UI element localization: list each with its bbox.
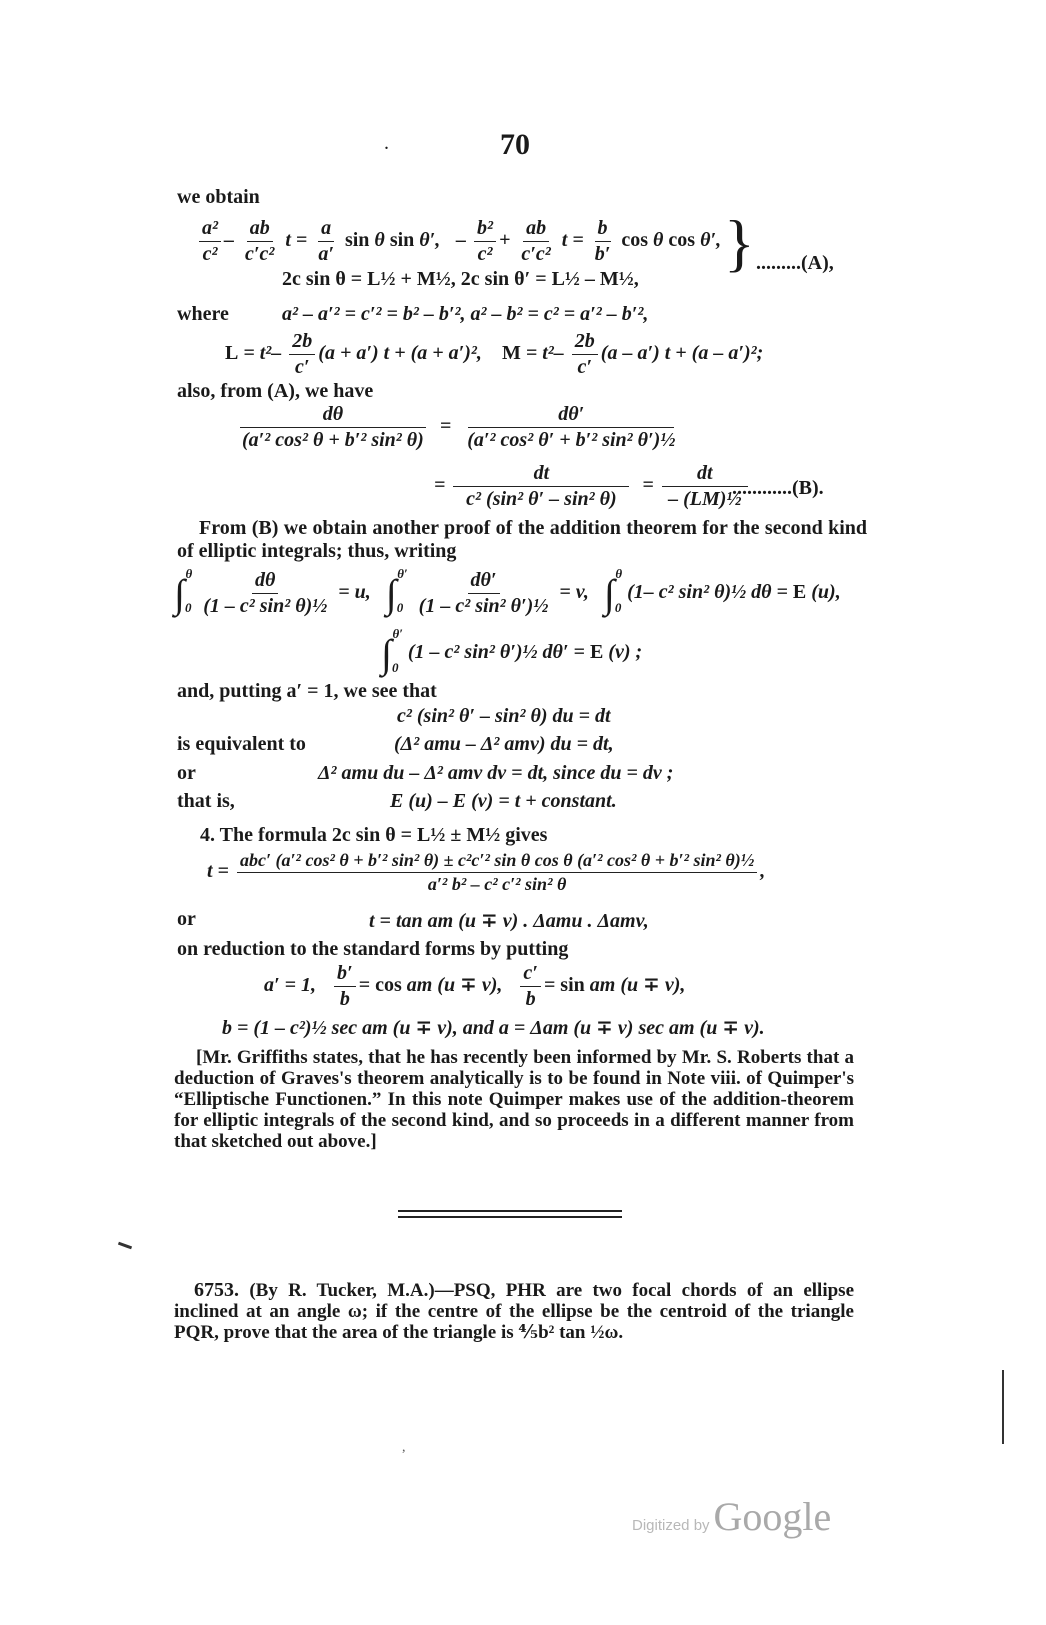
watermark-digitized-by: Digitized by: [632, 1517, 710, 1534]
separator-rule-bottom: [398, 1216, 622, 1218]
eqB-line1: $\frac{d\theta}{\text{(a′² cos² θ + b′² sin² θ)}}$ = $\frac{d\theta'}{\text{(a′² cos² θ′ + b′² sin² θ′)½}}$: [236, 403, 681, 452]
equiv-equation: (Δ² amu – Δ² amv) du = dt,: [394, 733, 614, 755]
problem-text: (By R. Tucker, M.A.)—PSQ, PHR are two focal chords of an ellipse inclined at an angle ω; if the centre of the ellipse be the centroid of the triangle PQR, prove that the area of the triangle is ⅘b² tan ½ω.: [174, 1280, 854, 1343]
putting-equation: c² (sin² θ′ – sin² θ) du = dt: [397, 705, 611, 727]
t-equation: t = abc′ (a′² cos² θ + b′² sin² θ) ± c²c′² sin θ cos θ (a′² cos² θ + b′² sin² θ)½ a′² b² – c² c′² sin² θ ,: [207, 850, 766, 894]
paragraph-bracket-note: [Mr. Griffiths states, that he has recently been informed by Mr. S. Roberts that a deduction of Graves's theorem analytically is to be found in Note viii. of Quimper's “Elliptische Functionen.” In this note Quimper makes use of the addition-theorem for elliptic integrals of the second kind, and so proceeds in a different manner from that sketched out above.]: [174, 1047, 854, 1152]
text-formula-4: 4. The formula 2c sin θ = L½ ± M½ gives: [200, 824, 548, 846]
reduction-equation-1: a′ = 1, $\frac{b'}{b}$ = cos am (u ∓ v), $\frac{c'}{b}$ = sin am (u ∓ v),: [264, 962, 686, 1010]
where-label: where: [177, 303, 229, 325]
paragraph-from-B: From (B) we obtain another proof of the addition theorem for the second kind of elliptic integrals; thus, writing: [177, 517, 867, 562]
integral-E-v: $\int_0^{\theta'}$ (1 – c² sin² θ′)½ dθ′ = E (v) ;: [381, 626, 643, 676]
text-putting: and, putting a′ = 1, we see that: [177, 680, 437, 702]
thatis-equation: E (u) – E (v) = t + constant.: [390, 790, 617, 812]
eqA-line1-right: – $\frac{\text{b²}}{\text{c²}}$ + $\frac{ab}{\text{c′c²}}$ t = $\frac{b}{b'}$ cos θ cos θ′,: [456, 217, 722, 265]
eqA-line1-left: $\frac{\text{a²}}{\text{c²}}$ – $\frac{ab}{\text{c′c²}}$ t = $\frac{a}{a'}$ sin θ sin θ′,: [196, 217, 440, 266]
thatis-label: that is,: [177, 790, 235, 812]
watermark-google: Google: [713, 1494, 832, 1539]
or-label: or: [177, 762, 196, 784]
eqB-tag: ............(B).: [732, 477, 824, 499]
eqA-brace: }: [724, 207, 755, 278]
page-number: 70: [500, 128, 530, 161]
stray-tick: ,: [402, 1440, 406, 1455]
stray-dot: .: [384, 132, 389, 154]
or2-equation: t = tan am (u ∓ v) . Δamu . Δamv,: [369, 910, 649, 932]
eqB-line2: = $\frac{dt}{\text{c² (sin² θ′ – sin² θ)}}$ = $\frac{dt}{\text{– (LM)½}}$: [434, 462, 751, 511]
margin-line: [1002, 1370, 1004, 1444]
text-we-obtain: we obtain: [177, 186, 260, 208]
eqA-tag: .........(A),: [756, 252, 834, 274]
or2-label: or: [177, 908, 196, 930]
or-equation: Δ² amu du – Δ² amv dv = dt, since du = dv ;: [318, 762, 674, 784]
eqA-line2: 2c sin θ = L½ + M½, 2c sin θ′ = L½ – M½,: [282, 268, 639, 290]
reduction-equation-2: b = (1 – c²)½ sec am (u ∓ v), and a = Δam (u ∓ v) sec am (u ∓ v).: [222, 1017, 765, 1039]
google-watermark: [632, 1493, 831, 1540]
L-M-equation: L = t²– $\frac{2b}{c'}$ (a + a′) t + (a + a′)², M = t²– $\frac{2b}{c'}$ (a – a′) t + (a – a′)²;: [225, 330, 764, 378]
where-equation: a² – a′² = c′² = b² – b′², a² – b² = c² = a′² – b′²,: [282, 303, 649, 325]
margin-mark: [118, 1242, 132, 1250]
problem-number: 6753.: [194, 1279, 239, 1301]
text-also: also, from (A), we have: [177, 380, 374, 402]
separator-rule-top: [398, 1210, 622, 1212]
equiv-label: is equivalent to: [177, 733, 306, 755]
problem-paragraph: [174, 1280, 854, 1343]
text-reduction: on reduction to the standard forms by putting: [177, 938, 569, 960]
integrals-row: $\int_0^\theta$ $\frac{d\theta}{\text{(1 – c² sin² θ)½}}$ = u, $\int_0^{\theta'}$ $\frac{d\theta'}{\text{(1 – c² sin² θ′)½}}$ = v, $\int_0^\theta$ (1– c² sin² θ)½ dθ = E (u),: [174, 566, 841, 617]
